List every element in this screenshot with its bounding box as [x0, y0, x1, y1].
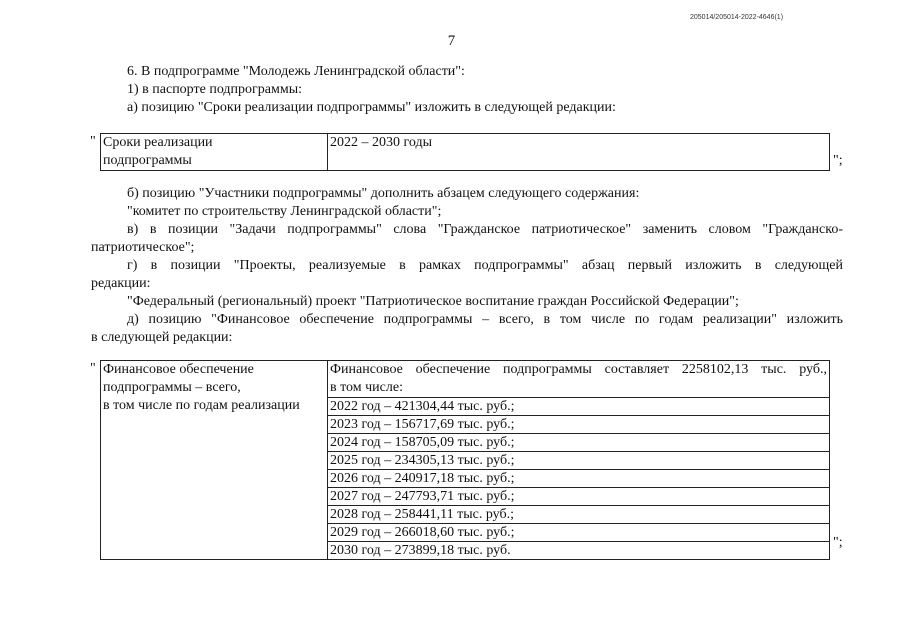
page-number: 7 — [447, 33, 456, 49]
close-quote: "; — [833, 535, 843, 550]
table-value-cell — [328, 361, 830, 560]
paragraph-g — [127, 257, 843, 275]
paragraph-v-line2: патриотическое"; — [91, 240, 195, 255]
table-label-cell — [101, 134, 328, 171]
paragraph-g-line1: г) в позиции "Проекты, реализуемые в рамках подпрограммы" абзац первый изложить в следующей — [127, 258, 843, 273]
paragraph-g-line2: редакции: — [91, 276, 151, 291]
paragraph-d-line1: д) позицию "Финансовое обеспечение подпрограммы – всего, в том числе по годам реализации" изложить — [127, 312, 843, 327]
open-quote: " — [90, 134, 96, 149]
paragraph-d — [127, 311, 843, 329]
paragraph-b: б) позицию "Участники подпрограммы" дополнить абзацем следующего содержания: — [127, 186, 640, 201]
paragraph-project: "Федеральный (региональный) проект "Патриотическое воспитание граждан Российской Федерации"; — [127, 294, 739, 309]
value-line: 2024 год – 158705,09 тыс. руб.; — [328, 433, 829, 451]
label-line: Сроки реализации — [103, 135, 213, 150]
label-line: подпрограммы – всего, — [103, 380, 241, 395]
table-row — [101, 361, 830, 560]
timeline-table — [100, 133, 830, 171]
value-line: Финансовое обеспечение подпрограммы составляет 2258102,13 тыс. руб., — [330, 362, 827, 377]
value-line: 2022 год – 421304,44 тыс. руб.; — [328, 397, 829, 415]
value-line: 2030 год – 273899,18 тыс. руб. — [328, 541, 829, 559]
value-line: 2023 год – 156717,69 тыс. руб.; — [328, 415, 829, 433]
value-line: 2026 год – 240917,18 тыс. руб.; — [328, 469, 829, 487]
label-line: Финансовое обеспечение — [103, 362, 254, 377]
financing-table — [100, 360, 830, 560]
close-quote: "; — [833, 153, 843, 168]
value-line: 2022 – 2030 годы — [330, 135, 433, 150]
paragraph-passport: 1) в паспорте подпрограммы: — [127, 82, 303, 97]
paragraph-v — [127, 221, 843, 239]
paragraph-committee: "комитет по строительству Ленинградской области"; — [127, 204, 442, 219]
table-value-cell — [328, 134, 830, 171]
document-id: 205014/205014-2022-4646(1) — [690, 14, 784, 21]
value-line: 2027 год – 247793,71 тыс. руб.; — [328, 487, 829, 505]
table-label-cell — [101, 361, 328, 560]
value-line: 2028 год – 258441,11 тыс. руб.; — [328, 505, 829, 523]
value-line: в том числе: — [330, 380, 403, 395]
paragraph-a: а) позицию "Сроки реализации подпрограммы" изложить в следующей редакции: — [127, 100, 616, 115]
paragraph-v-line1: в) в позиции "Задачи подпрограммы" слова "Гражданское патриотическое" заменить словом "Гражданско- — [127, 222, 843, 237]
value-line: 2025 год – 234305,13 тыс. руб.; — [328, 451, 829, 469]
open-quote: " — [90, 361, 96, 376]
table-row — [101, 134, 830, 171]
value-line: 2029 год – 266018,60 тыс. руб.; — [328, 523, 829, 541]
paragraph-d-line2: в следующей редакции: — [91, 330, 233, 345]
label-line: в том числе по годам реализации — [103, 398, 300, 413]
label-line: подпрограммы — [103, 153, 192, 168]
section-heading: 6. В подпрограмме "Молодежь Ленинградской области": — [127, 64, 465, 79]
